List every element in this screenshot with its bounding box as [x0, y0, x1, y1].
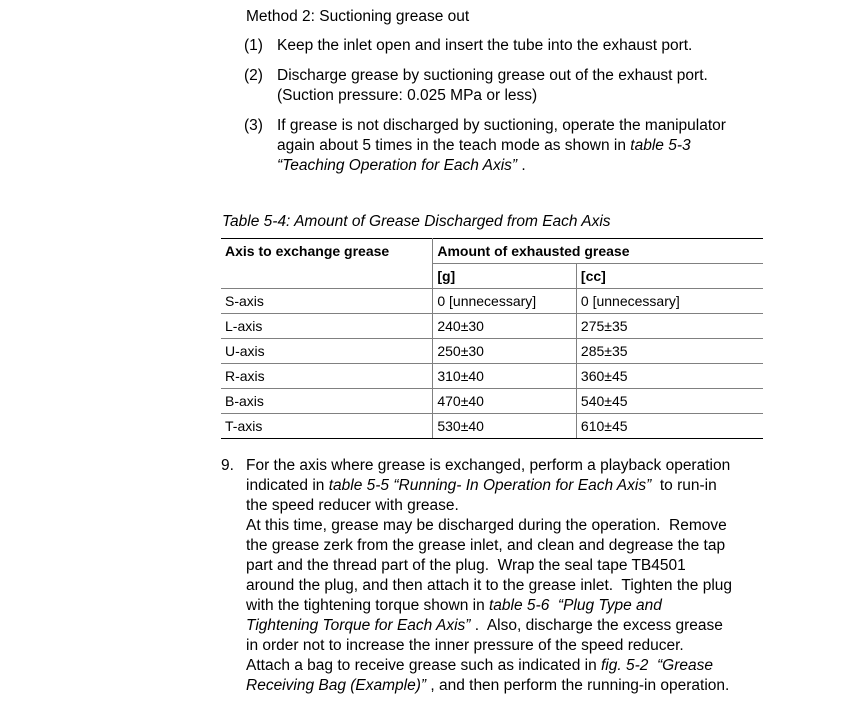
step-line — [246, 476, 732, 496]
method-step-3 — [244, 116, 804, 176]
step-line-text: Attach a bag to receive grease such as indicated in — [246, 657, 601, 674]
step-line: the grease zerk from the grease inlet, and clean and degrease the tap — [246, 537, 726, 554]
header-axis: Axis to exchange grease — [221, 239, 433, 264]
step-line — [246, 596, 732, 616]
cc-cell: 285±35 — [576, 339, 763, 364]
step-9-text — [246, 456, 732, 696]
table-row — [221, 414, 763, 439]
step-9 — [221, 456, 821, 696]
step-number: (1) — [244, 37, 263, 54]
method-heading-text: Method 2: Suctioning grease out — [246, 8, 470, 25]
figure-reference-link[interactable]: Receiving Bag (Example)” — [246, 677, 427, 694]
step-line: Keep the inlet open and insert the tube into the exhaust port. — [277, 37, 693, 54]
table-row — [221, 389, 763, 414]
g-cell: 250±30 — [433, 339, 577, 364]
axis-cell: U-axis — [221, 339, 433, 364]
g-cell: 240±30 — [433, 314, 577, 339]
step-line: in order not to increase the inner pressure of the speed reducer. — [246, 637, 684, 654]
step-line-text: to run-in — [651, 477, 717, 494]
axis-cell: R-axis — [221, 364, 433, 389]
step-line — [277, 136, 726, 156]
table-caption: Table 5-4: Amount of Grease Discharged from Each Axis — [222, 213, 611, 230]
axis-cell: T-axis — [221, 414, 433, 439]
table-reference-link[interactable]: table 5-3 — [630, 137, 691, 154]
step-line: the speed reducer with grease. — [246, 497, 459, 514]
table-row — [221, 314, 763, 339]
cc-cell: 540±45 — [576, 389, 763, 414]
table-row — [221, 364, 763, 389]
step-line-text: indicated in — [246, 477, 329, 494]
step-number: (2) — [244, 67, 263, 84]
table-unit-row — [221, 264, 763, 289]
unit-cc: [cc] — [576, 264, 763, 289]
step-line: around the plug, and then attach it to the grease inlet. Tighten the plug — [246, 577, 733, 594]
cc-cell: 0 [unnecessary] — [576, 289, 763, 314]
table-row — [221, 289, 763, 314]
step-line: If grease is not discharged by suctioning, operate the manipulator — [277, 117, 726, 134]
g-cell: 310±40 — [433, 364, 577, 389]
step-line: Discharge grease by suctioning grease out of the exhaust port. — [277, 67, 708, 84]
step-line — [277, 156, 726, 176]
g-cell: 0 [unnecessary] — [433, 289, 577, 314]
table-row — [221, 339, 763, 364]
axis-cell: B-axis — [221, 389, 433, 414]
method-heading — [246, 7, 469, 27]
step-line: part and the thread part of the plug. Wrap the seal tape TB4501 — [246, 557, 686, 574]
step-line-text: , and then perform the running-in operation. — [426, 677, 730, 694]
cc-cell: 360±45 — [576, 364, 763, 389]
grease-amount-table — [221, 238, 763, 439]
step-text — [277, 66, 708, 106]
step-line: At this time, grease may be discharged during the operation. Remove — [246, 517, 727, 534]
step-line: For the axis where grease is exchanged, perform a playback operation — [246, 457, 731, 474]
step-text — [277, 116, 726, 176]
step-number: (3) — [244, 117, 263, 134]
step-line-text: . Also, discharge the excess grease — [470, 617, 723, 634]
axis-cell: S-axis — [221, 289, 433, 314]
cc-cell: 275±35 — [576, 314, 763, 339]
step-line — [246, 616, 732, 636]
step-line-text: with the tightening torque shown in — [246, 597, 489, 614]
g-cell: 470±40 — [433, 389, 577, 414]
step-line — [246, 676, 732, 696]
table-header-row — [221, 239, 763, 264]
method-step-2 — [244, 66, 804, 106]
step-line: (Suction pressure: 0.025 MPa or less) — [277, 87, 538, 104]
table-reference-link[interactable]: “Teaching Operation for Each Axis” — [277, 157, 518, 174]
step-line — [246, 656, 732, 676]
table-reference-link[interactable]: table 5-6 “Plug Type and — [489, 597, 662, 614]
table-reference-link[interactable]: table 5-5 “Running- In Operation for Each Axis” — [328, 477, 652, 494]
axis-cell: L-axis — [221, 314, 433, 339]
method-step-1 — [244, 36, 804, 56]
step-text — [277, 36, 692, 56]
g-cell: 530±40 — [433, 414, 577, 439]
step-number: 9. — [221, 457, 234, 474]
unit-g: [g] — [433, 264, 577, 289]
header-amount: Amount of exhausted grease — [433, 239, 763, 264]
table-reference-link[interactable]: Tightening Torque for Each Axis” — [246, 617, 471, 634]
cc-cell: 610±45 — [576, 414, 763, 439]
step-line-text: again about 5 times in the teach mode as shown in — [277, 137, 631, 154]
step-line-text: . — [517, 157, 526, 174]
header-axis-blank — [221, 264, 433, 289]
figure-reference-link[interactable]: fig. 5-2 “Grease — [601, 657, 713, 674]
